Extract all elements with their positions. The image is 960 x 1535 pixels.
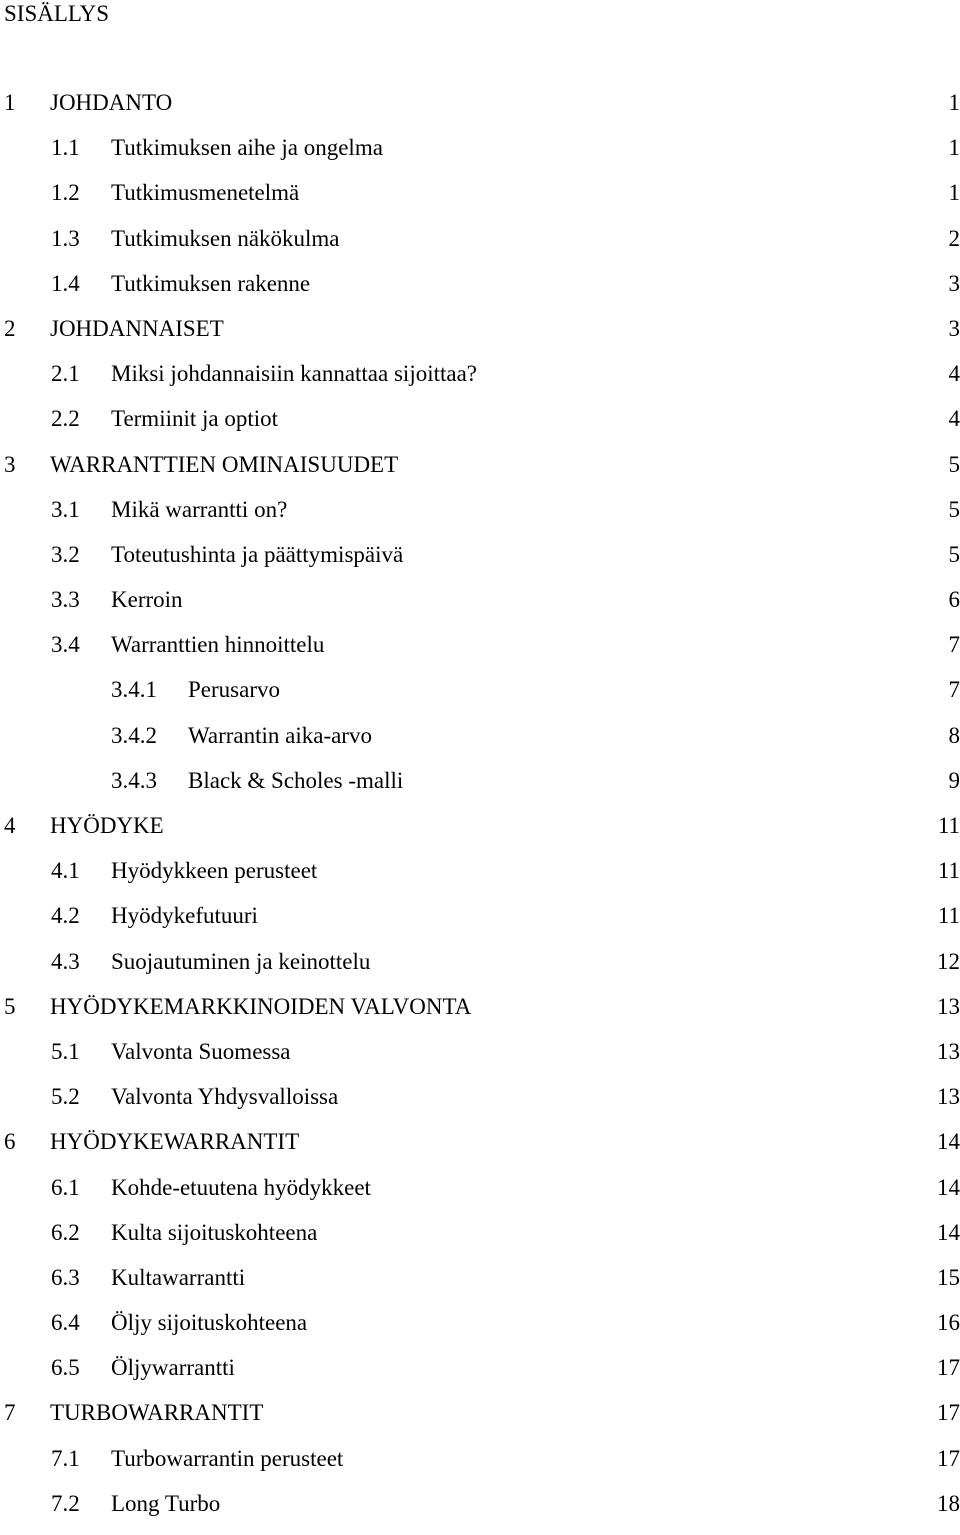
toc-entry-number: 7.1	[51, 1445, 80, 1473]
toc-entry-label: Mikä warrantti on?	[111, 496, 287, 524]
toc-entry-page-number: 11	[938, 857, 960, 885]
toc-entry[interactable]	[0, 993, 960, 1038]
toc-entry-label: Tutkimuksen aihe ja ongelma	[111, 134, 383, 162]
toc-entry-page-number: 14	[937, 1128, 960, 1156]
toc-entry[interactable]	[0, 315, 960, 360]
toc-entry[interactable]	[0, 360, 960, 405]
toc-entry-page-number: 14	[937, 1174, 960, 1202]
toc-entry-page-number: 18	[937, 1490, 960, 1518]
toc-entry-number: 6.5	[51, 1354, 80, 1382]
toc-entry[interactable]	[0, 586, 960, 631]
toc-entry-number: 4	[4, 812, 16, 840]
toc-entry-number: 4.2	[51, 902, 80, 930]
toc-entry-page-number: 5	[949, 451, 960, 479]
toc-entry-label: Hyödykkeen perusteet	[111, 857, 317, 885]
toc-entry-number: 1	[4, 89, 16, 117]
toc-entry-label: Suojautuminen ja keinottelu	[111, 948, 370, 976]
toc-entry-page-number: 4	[949, 405, 960, 433]
toc-entry[interactable]	[0, 1128, 960, 1173]
toc-entry-number: 5	[4, 993, 16, 1021]
toc-entry-number: 3.4.1	[111, 676, 157, 704]
toc-entry-label: Hyödykefutuuri	[111, 902, 258, 930]
toc-entry-page-number: 9	[949, 767, 960, 795]
toc-entry-number: 6.2	[51, 1219, 80, 1247]
toc-entry[interactable]	[0, 405, 960, 450]
toc-entry-number: 5.1	[51, 1038, 80, 1066]
toc-entry[interactable]	[0, 1354, 960, 1399]
toc-entry-number: 6	[4, 1128, 16, 1156]
toc-entry-number: 3	[4, 451, 16, 479]
toc-entry[interactable]	[0, 451, 960, 496]
toc-entry-label: Termiinit ja optiot	[111, 405, 278, 433]
toc-entry[interactable]	[0, 134, 960, 179]
toc-entry-label: Valvonta Suomessa	[111, 1038, 291, 1066]
toc-entry-number: 3.4	[51, 631, 80, 659]
toc-entry-number: 6.3	[51, 1264, 80, 1292]
toc-entry-page-number: 17	[937, 1399, 960, 1427]
toc-entry-number: 1.1	[51, 134, 80, 162]
toc-entry-label: WARRANTTIEN OMINAISUUDET	[50, 451, 398, 479]
toc-entry-label: Tutkimuksen näkökulma	[111, 225, 340, 253]
toc-entry-page-number: 1	[949, 134, 960, 162]
toc-entry-label: Öljywarrantti	[111, 1354, 235, 1382]
toc-entry-label: Öljy sijoituskohteena	[111, 1309, 307, 1337]
toc-entry[interactable]	[0, 676, 960, 721]
toc-entry-page-number: 11	[938, 812, 960, 840]
toc-entry-number: 3.4.3	[111, 767, 157, 795]
toc-entry-number: 3.3	[51, 586, 80, 614]
toc-entry-number: 3.4.2	[111, 722, 157, 750]
toc-entry-label: TURBOWARRANTIT	[50, 1399, 263, 1427]
toc-entry-number: 4.1	[51, 857, 80, 885]
toc-entry[interactable]	[0, 1309, 960, 1354]
toc-entry[interactable]	[0, 1399, 960, 1444]
toc-entry-number: 4.3	[51, 948, 80, 976]
toc-entry[interactable]	[0, 1219, 960, 1264]
toc-entry[interactable]	[0, 902, 960, 947]
toc-entry-page-number: 5	[949, 541, 960, 569]
toc-entry-number: 5.2	[51, 1083, 80, 1111]
toc-entry-page-number: 8	[949, 722, 960, 750]
toc-entry[interactable]	[0, 1174, 960, 1219]
toc-entry-page-number: 17	[937, 1445, 960, 1473]
toc-entry[interactable]	[0, 89, 960, 134]
toc-entry-label: Tutkimusmenetelmä	[111, 179, 299, 207]
toc-entry-label: Long Turbo	[111, 1490, 220, 1518]
toc-entry[interactable]	[0, 270, 960, 315]
toc-entry-label: Tutkimuksen rakenne	[111, 270, 310, 298]
toc-entry[interactable]	[0, 722, 960, 767]
toc-entry-number: 2.2	[51, 405, 80, 433]
toc-entry-page-number: 13	[937, 993, 960, 1021]
table-of-contents	[0, 89, 960, 1535]
toc-entry[interactable]	[0, 857, 960, 902]
toc-entry-label: Kulta sijoituskohteena	[111, 1219, 317, 1247]
toc-entry-label: HYÖDYKEMARKKINOIDEN VALVONTA	[50, 993, 471, 1021]
toc-entry-page-number: 15	[937, 1264, 960, 1292]
toc-entry-page-number: 6	[949, 586, 960, 614]
toc-entry-label: Miksi johdannaisiin kannattaa sijoittaa?	[111, 360, 477, 388]
toc-entry[interactable]	[0, 812, 960, 857]
toc-entry[interactable]	[0, 1038, 960, 1083]
toc-entry[interactable]	[0, 225, 960, 270]
toc-entry-page-number: 7	[949, 631, 960, 659]
toc-entry-label: Valvonta Yhdysvalloissa	[111, 1083, 338, 1111]
toc-entry-label: Toteutushinta ja päättymispäivä	[111, 541, 403, 569]
toc-entry-label: Perusarvo	[188, 676, 280, 704]
toc-entry[interactable]	[0, 1083, 960, 1128]
toc-entry-page-number: 7	[949, 676, 960, 704]
toc-entry-page-number: 3	[949, 315, 960, 343]
toc-entry-label: Kultawarrantti	[111, 1264, 245, 1292]
toc-entry-number: 3.2	[51, 541, 80, 569]
toc-entry-page-number: 11	[938, 902, 960, 930]
toc-entry-number: 1.3	[51, 225, 80, 253]
toc-entry-page-number: 14	[937, 1219, 960, 1247]
toc-entry-label: Kohde-etuutena hyödykkeet	[111, 1174, 371, 1202]
toc-entry-number: 2.1	[51, 360, 80, 388]
toc-entry[interactable]	[0, 541, 960, 586]
toc-entry-page-number: 1	[949, 179, 960, 207]
toc-entry-label: JOHDANNAISET	[50, 315, 224, 343]
toc-entry-label: Warranttien hinnoittelu	[111, 631, 324, 659]
toc-entry[interactable]	[0, 767, 960, 812]
toc-entry-page-number: 2	[949, 225, 960, 253]
toc-entry-number: 6.4	[51, 1309, 80, 1337]
toc-entry-page-number: 17	[937, 1354, 960, 1382]
toc-entry-page-number: 12	[937, 948, 960, 976]
toc-entry-number: 2	[4, 315, 16, 343]
toc-entry[interactable]	[0, 631, 960, 676]
toc-entry[interactable]	[0, 1445, 960, 1490]
toc-entry-label: HYÖDYKE	[50, 812, 164, 840]
toc-entry-page-number: 16	[937, 1309, 960, 1337]
toc-entry-number: 3.1	[51, 496, 80, 524]
toc-entry-label: Warrantin aika-arvo	[188, 722, 372, 750]
toc-entry-label: JOHDANTO	[50, 89, 172, 117]
toc-entry[interactable]	[0, 1490, 960, 1535]
toc-entry-label: Black & Scholes -malli	[188, 767, 403, 795]
toc-entry-page-number: 1	[949, 89, 960, 117]
toc-entry-number: 6.1	[51, 1174, 80, 1202]
toc-entry[interactable]	[0, 496, 960, 541]
toc-entry-page-number: 3	[949, 270, 960, 298]
toc-entry-page-number: 4	[949, 360, 960, 388]
toc-entry-number: 7.2	[51, 1490, 80, 1518]
toc-entry[interactable]	[0, 1264, 960, 1309]
toc-entry-page-number: 13	[937, 1083, 960, 1111]
toc-entry-page-number: 13	[937, 1038, 960, 1066]
toc-entry[interactable]	[0, 179, 960, 224]
toc-entry-number: 7	[4, 1399, 16, 1427]
toc-entry-number: 1.2	[51, 179, 80, 207]
toc-entry-label: Turbowarrantin perusteet	[111, 1445, 343, 1473]
toc-entry[interactable]	[0, 948, 960, 993]
toc-entry-label: HYÖDYKEWARRANTIT	[50, 1128, 299, 1156]
toc-entry-label: Kerroin	[111, 586, 183, 614]
page-title: SISÄLLYS	[4, 0, 109, 28]
toc-entry-number: 1.4	[51, 270, 80, 298]
toc-entry-page-number: 5	[949, 496, 960, 524]
